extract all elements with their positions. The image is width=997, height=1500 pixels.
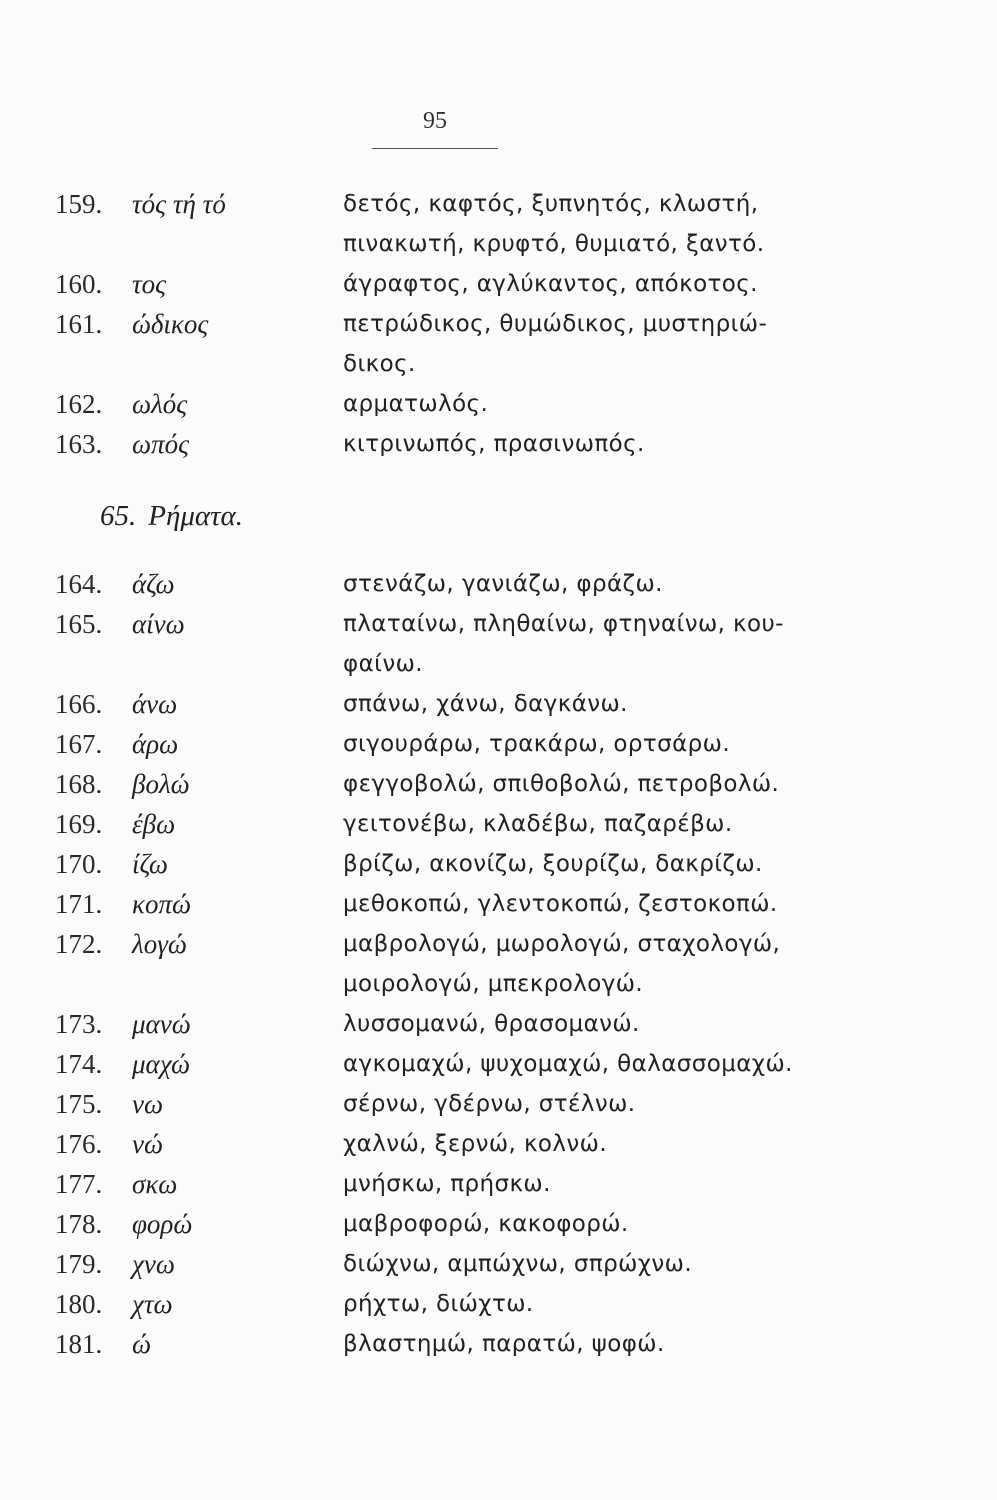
entry-number: 160. [55, 269, 103, 299]
entry-number: 167. [55, 729, 103, 759]
entry-examples: δετός, καφτός, ξυπνητός, κλωστή, πινακωτή, κρυφτό, θυμιατό, ξαντό. [343, 191, 765, 257]
entry-examples: μεθοκοπώ, γλεντοκοπώ, ζεστοκοπώ. [343, 891, 778, 917]
entry-number: 173. [55, 1009, 103, 1039]
entry-examples: στενάζω, γανιάζω, φράζω. [343, 571, 663, 597]
entry-row [0, 1204, 997, 1244]
suffix-list-verbs [0, 564, 997, 1364]
entry-suffix: τος [132, 269, 167, 299]
entry-row [0, 564, 997, 604]
section-title: Ρήματα. [148, 500, 243, 532]
entry-row [0, 604, 997, 684]
entry-suffix: άζω [132, 569, 175, 599]
entry-examples: σέρνω, γδέρνω, στέλνω. [343, 1091, 636, 1117]
entry-examples: μαβροφορώ, κακοφορώ. [343, 1211, 629, 1237]
entry-suffix: φορώ [132, 1209, 193, 1239]
entry-number: 175. [55, 1089, 103, 1119]
entry-number: 166. [55, 689, 103, 719]
suffix-list-adjectives [0, 184, 997, 464]
entry-examples: σπάνω, χάνω, δαγκάνω. [343, 691, 628, 717]
entry-row [0, 724, 997, 764]
entry-examples: μαβρολογώ, μωρολογώ, σταχολογώ, μοιρολογώ, μπεκρολογώ. [343, 931, 781, 997]
entry-row [0, 1044, 997, 1084]
entry-examples: αρματωλός. [343, 391, 489, 417]
entry-suffix: αίνω [132, 609, 185, 639]
entry-suffix: τός τή τό [132, 189, 226, 219]
entry-examples: κιτρινωπός, πρασινωπός. [343, 431, 645, 457]
entry-suffix: ωλός [132, 389, 188, 419]
entry-row [0, 804, 997, 844]
entry-examples: βλαστημώ, παρατώ, ψοφώ. [343, 1331, 665, 1357]
entry-row [0, 1164, 997, 1204]
entry-number: 163. [55, 429, 103, 459]
entry-examples: αγκομαχώ, ψυχομαχώ, θαλασσομαχώ. [343, 1051, 793, 1077]
entry-suffix: μανώ [132, 1009, 191, 1039]
entry-number: 177. [55, 1169, 103, 1199]
header-rule [372, 148, 498, 149]
entry-number: 172. [55, 929, 103, 959]
entry-number: 164. [55, 569, 103, 599]
entry-row [0, 1084, 997, 1124]
entry-suffix: λογώ [132, 929, 187, 959]
entry-row [0, 384, 997, 424]
entry-number: 169. [55, 809, 103, 839]
entry-suffix: βολώ [132, 769, 190, 799]
entry-examples: λυσσομανώ, θρασομανώ. [343, 1011, 640, 1037]
entry-suffix: ώ [132, 1329, 151, 1359]
entry-row [0, 844, 997, 884]
entry-number: 162. [55, 389, 103, 419]
entry-row [0, 1244, 997, 1284]
entry-examples: άγραφτος, αγλύκαντος, απόκοτος. [343, 271, 758, 297]
entry-number: 159. [55, 189, 103, 219]
entry-suffix: κοπώ [132, 889, 191, 919]
entry-number: 161. [55, 309, 103, 339]
entry-examples: ρήχτω, διώχτω. [343, 1291, 534, 1317]
entry-examples: μνήσκω, πρήσκω. [343, 1171, 551, 1197]
entry-suffix: νώ [132, 1129, 163, 1159]
entry-examples: βρίζω, ακονίζω, ξουρίζω, δακρίζω. [343, 851, 763, 877]
entry-row [0, 684, 997, 724]
entry-examples: χαλνώ, ξερνώ, κολνώ. [343, 1131, 608, 1157]
entry-suffix: έβω [132, 809, 176, 839]
entry-suffix: χνω [132, 1249, 175, 1279]
entry-number: 165. [55, 609, 103, 639]
entry-suffix: μαχώ [132, 1049, 190, 1079]
entry-row [0, 924, 997, 1004]
entry-suffix: άρω [132, 729, 179, 759]
entry-examples: γειτονέβω, κλαδέβω, παζαρέβω. [343, 811, 733, 837]
entry-examples: διώχνω, αμπώχνω, σπρώχνω. [343, 1251, 693, 1277]
section-number: 65. [100, 500, 137, 532]
entry-row [0, 184, 997, 264]
entry-suffix: χτω [132, 1289, 173, 1319]
entry-row [0, 1124, 997, 1164]
entry-row [0, 1004, 997, 1044]
entry-number: 181. [55, 1329, 103, 1359]
entry-suffix: ωπός [132, 429, 190, 459]
entry-examples: πλαταίνω, πληθαίνω, φτηναίνω, κου- φαίνω. [343, 611, 784, 677]
entry-number: 179. [55, 1249, 103, 1279]
entry-number: 176. [55, 1129, 103, 1159]
entry-suffix: ίζω [132, 849, 168, 879]
entry-number: 174. [55, 1049, 103, 1079]
entry-suffix: νω [132, 1089, 164, 1119]
page-number: 95 [423, 108, 447, 134]
entry-number: 170. [55, 849, 103, 879]
entry-row [0, 424, 997, 464]
entry-row [0, 304, 997, 384]
entry-number: 171. [55, 889, 103, 919]
entry-suffix: άνω [132, 689, 178, 719]
entry-examples: σιγουράρω, τρακάρω, ορτσάρω. [343, 731, 731, 757]
entry-suffix: ώδικος [132, 309, 209, 339]
entry-suffix: σκω [132, 1169, 178, 1199]
entry-examples: πετρώδικος, θυμώδικος, μυστηριώ- δικος. [343, 311, 768, 377]
entry-row [0, 264, 997, 304]
entry-row [0, 1324, 997, 1364]
entry-number: 178. [55, 1209, 103, 1239]
section-heading [100, 500, 243, 533]
entry-examples: φεγγοβολώ, σπιθοβολώ, πετροβολώ. [343, 771, 780, 797]
entry-row [0, 884, 997, 924]
entry-number: 180. [55, 1289, 103, 1319]
entry-row [0, 1284, 997, 1324]
entry-row [0, 764, 997, 804]
entry-number: 168. [55, 769, 103, 799]
